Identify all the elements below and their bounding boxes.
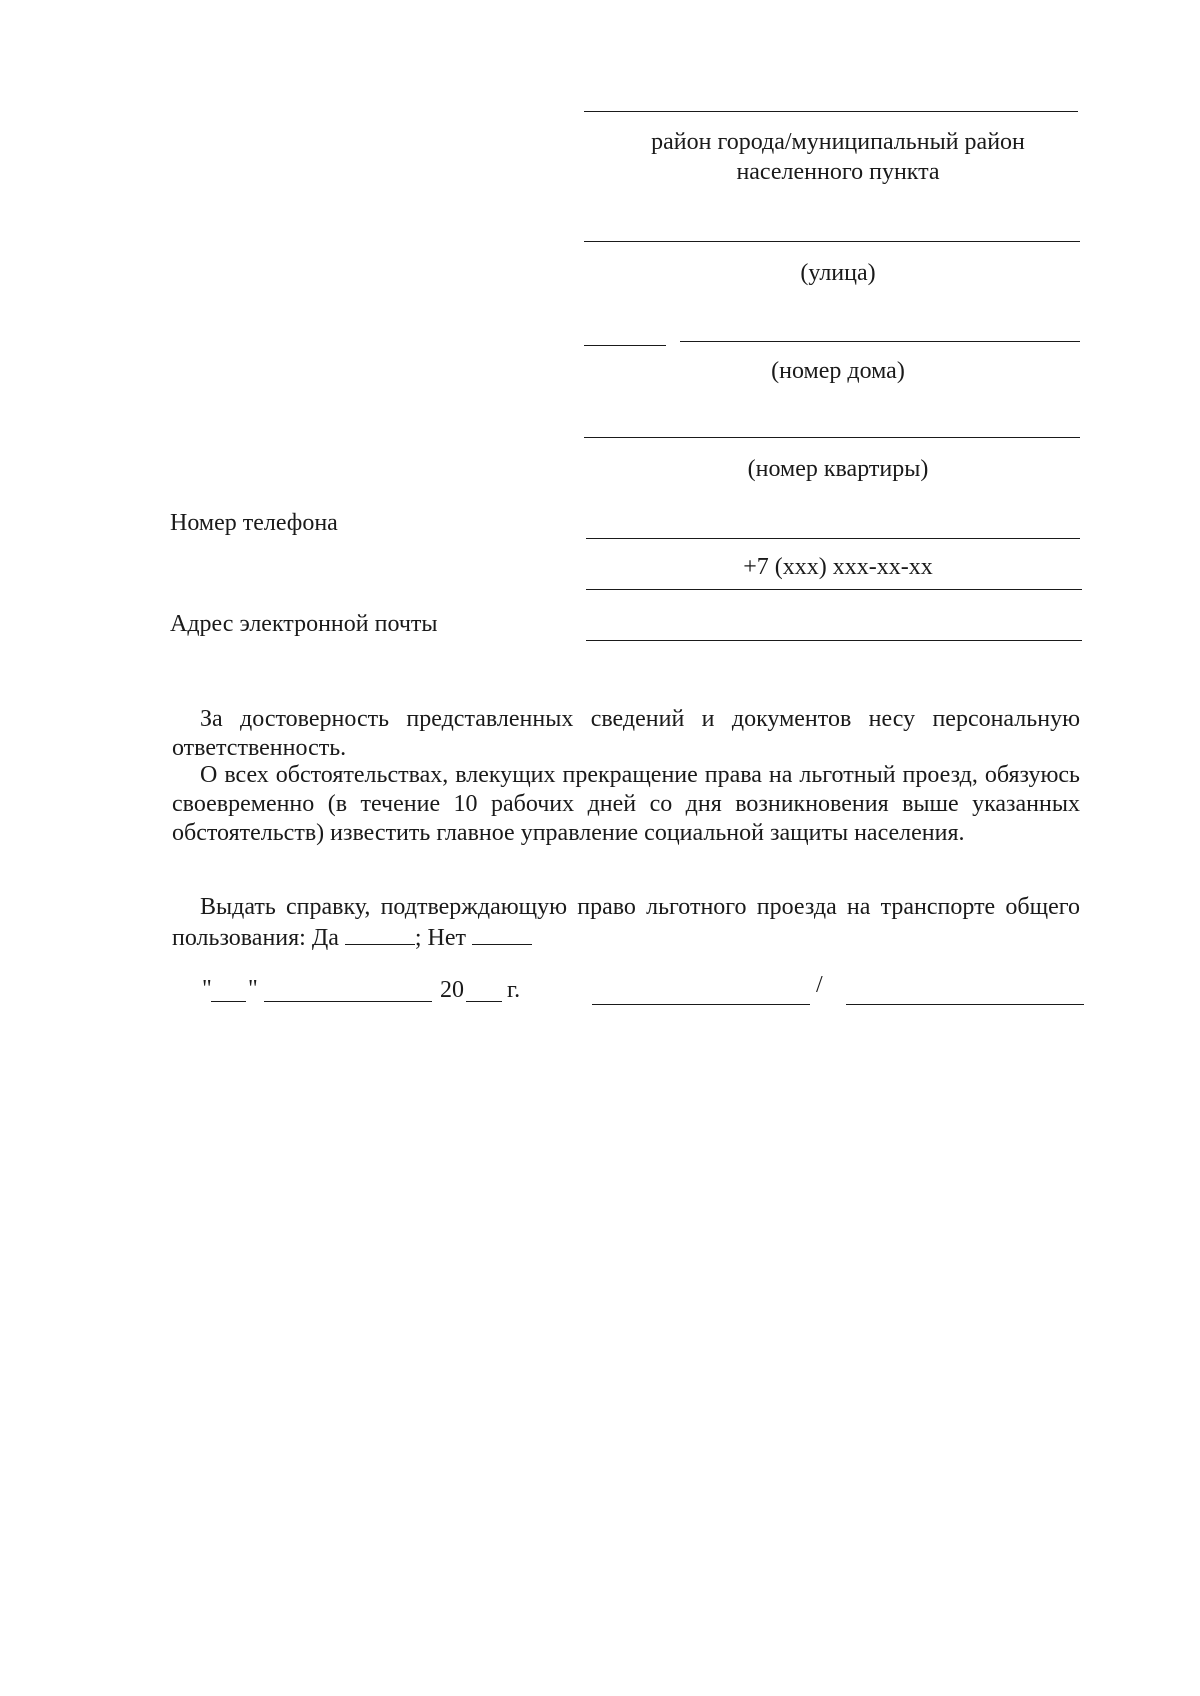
date-month-line[interactable] <box>264 1001 432 1002</box>
yes-field[interactable] <box>345 922 415 945</box>
district-caption-2: населенного пункта <box>736 159 940 185</box>
name-line[interactable] <box>846 1004 1084 1005</box>
signature-separator: / <box>816 972 823 998</box>
house-line-long <box>680 341 1080 342</box>
year-prefix: 20 <box>440 977 464 1003</box>
yes-suffix: ; Нет <box>414 925 467 951</box>
street-line <box>584 241 1080 242</box>
email-line <box>586 640 1082 641</box>
year-line[interactable] <box>466 1001 502 1002</box>
phone-line-bottom <box>586 589 1082 590</box>
signature-line[interactable] <box>592 1004 810 1005</box>
house-line-short <box>584 345 666 346</box>
apartment-caption: (номер квартиры) <box>747 456 929 482</box>
email-label: Адрес электронной почты <box>170 611 438 637</box>
certificate-request <box>172 893 1080 953</box>
house-caption: (номер дома) <box>771 358 905 384</box>
no-field[interactable] <box>472 922 532 945</box>
obligation-statement: О всех обстоятельствах, влекущих прекращение права на льготный проезд, обязуюсь своевременно (в течение 10 рабочих дней со дня возникновения выше указанных обстоятельств) известить главное управление социальной защиты населения. <box>172 762 1080 846</box>
phone-value: +7 (xxx) xxx-xx-xx <box>743 554 933 580</box>
responsibility-statement: За достоверность представленных сведений и документов несу персональную ответственность. <box>172 706 1080 761</box>
district-line <box>584 111 1078 112</box>
phone-line-top <box>586 538 1080 539</box>
apartment-line <box>584 437 1080 438</box>
date-day-line <box>211 1001 246 1002</box>
year-suffix: г. <box>507 977 521 1003</box>
date-quote-open: " <box>202 976 212 1002</box>
street-caption: (улица) <box>800 260 876 286</box>
certificate-request-text: Выдать справку, подтверждающую право льготного проезда на транспорте общего пользования: Да <box>172 894 1080 951</box>
phone-label: Номер телефона <box>170 510 338 536</box>
date-quote-close: " <box>248 976 258 1002</box>
district-caption-1: район города/муниципальный район <box>651 129 1025 155</box>
